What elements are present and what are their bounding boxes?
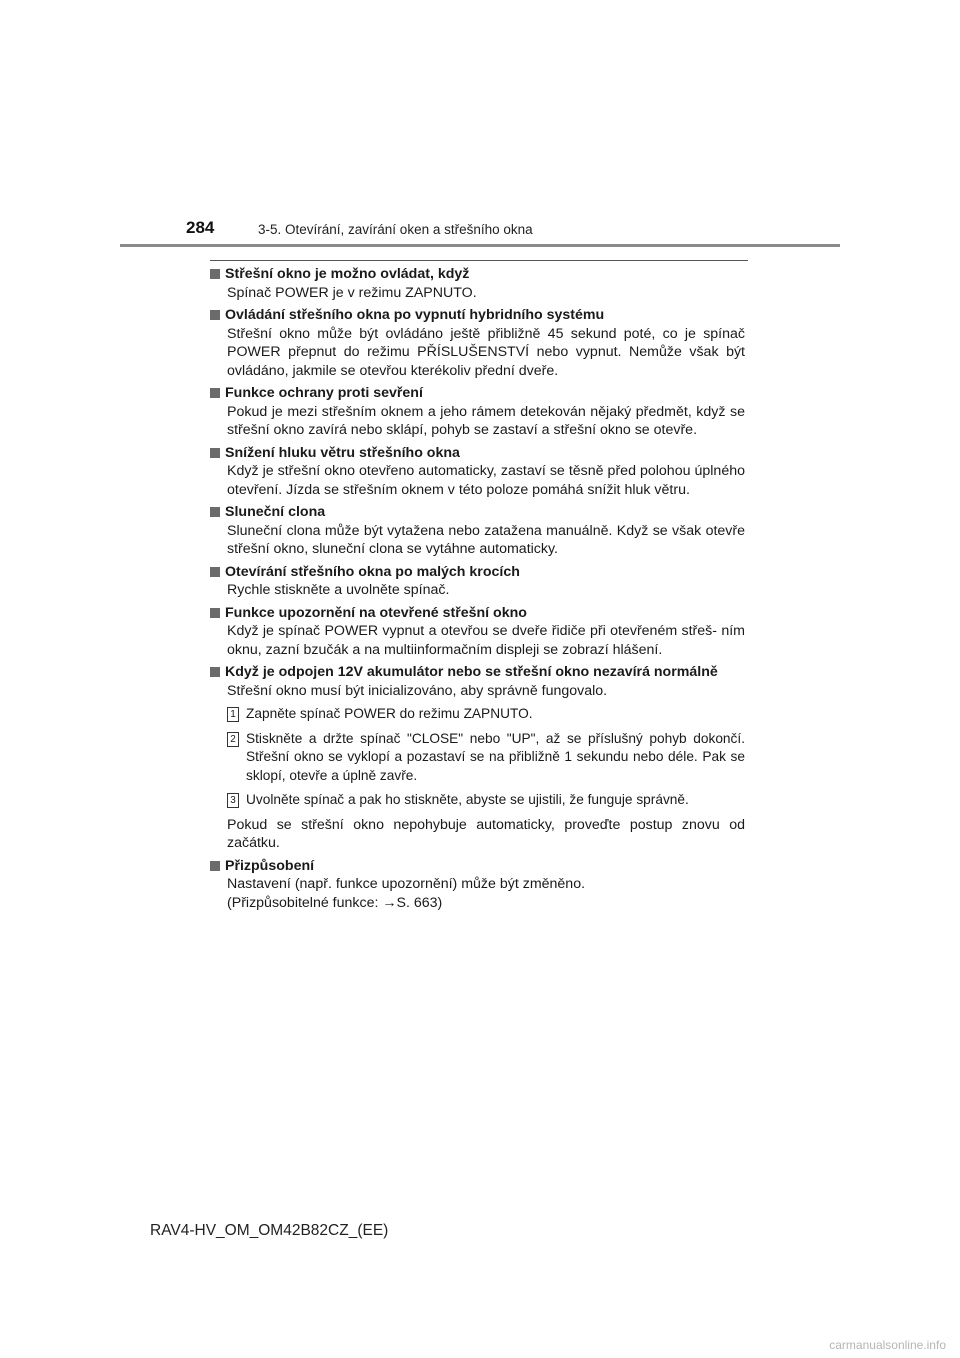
square-bullet-icon — [210, 269, 220, 279]
procedure-step — [227, 705, 745, 724]
info-item — [210, 384, 745, 440]
procedure-step — [227, 730, 745, 786]
item-text: Když je spínač POWER vypnut a otevřou se dveře řidiče při otevřeném střeš- ním oknu, zazní bzučák a na multiinformačním displeji se zobrazí hlášení. — [227, 623, 745, 658]
item-text: Rychle stiskněte a uvolněte spínač. — [227, 582, 450, 598]
procedure-step — [227, 791, 745, 810]
step-number: 1 — [227, 707, 239, 722]
square-bullet-icon — [210, 608, 220, 618]
content-divider — [210, 260, 748, 261]
step-text: Zapněte spínač POWER do režimu ZAPNUTO. — [246, 706, 533, 721]
info-item — [210, 503, 745, 559]
info-item — [210, 857, 745, 913]
item-title: Ovládání střešního okna po vypnutí hybridního systému — [225, 307, 605, 323]
item-text: Pokud se střešní okno nepohybuje automaticky, proveďte postup znovu od začátku. — [227, 816, 745, 851]
item-text: Střešní okno musí být inicializováno, aby správně fungovalo. — [227, 682, 608, 699]
header-divider — [120, 244, 840, 247]
info-item — [210, 604, 745, 660]
info-item — [210, 563, 745, 600]
page-header — [0, 0, 960, 250]
page-number: 284 — [186, 218, 215, 237]
square-bullet-icon — [210, 861, 220, 871]
step-number: 3 — [227, 793, 239, 808]
square-bullet-icon — [210, 448, 220, 458]
item-title: Funkce ochrany proti sevření — [225, 385, 423, 401]
square-bullet-icon — [210, 507, 220, 517]
item-text: Když je střešní okno otevřeno automaticky, zastaví se těsně před polohou úplného otevření. Jízda se střešním oknem v této poloze pomáhá snížit hluk větru. — [227, 463, 745, 498]
item-title: Otevírání střešního okna po malých krocích — [225, 563, 520, 580]
model-code: RAV4-HV_OM_OM42B82CZ_(EE) — [150, 1222, 389, 1239]
page-reference: (Přizpůsobitelné funkce: →S. 663) — [227, 894, 443, 911]
content-body — [210, 265, 745, 916]
square-bullet-icon — [210, 388, 220, 398]
item-text: Nastavení (např. funkce upozornění) může být změněno. — [227, 876, 586, 892]
procedure-steps — [227, 705, 745, 810]
item-text: Spínač POWER je v režimu ZAPNUTO. — [227, 284, 477, 301]
section-title: 3-5. Otevírání, zavírání oken a střešního okna — [258, 222, 533, 237]
item-title: Funkce upozornění na otevřené střešní okno — [225, 604, 527, 621]
info-item — [210, 265, 745, 302]
item-text: Pokud je mezi střešním oknem a jeho rámem detekován nějaký předmět, když se střešní okno zavírá nebo sklápí, pohyb se zastaví a střešní okno se otevře. — [227, 403, 745, 438]
item-title: Snížení hluku větru střešního okna — [225, 444, 460, 461]
step-number: 2 — [227, 732, 239, 747]
square-bullet-icon — [210, 567, 220, 577]
item-text: Střešní okno může být ovládáno ještě přibližně 45 sekund poté, co je spínač POWER přepnut do režimu PŘÍSLUŠENSTVÍ nebo vypnut. Nemůže však být ovládáno, jakmile se otevřou kterékoliv přední dveře. — [227, 325, 745, 379]
battery-info-item — [210, 663, 745, 853]
item-title: Přizpůsobení — [225, 857, 315, 874]
item-title: Střešní okno je možno ovládat, když — [225, 266, 470, 282]
item-text: Sluneční clona může být vytažena nebo zatažena manuálně. Když se však otevře střešní okno, sluneční clona se vytáhne automaticky. — [227, 522, 745, 557]
info-item — [210, 444, 745, 500]
item-title: Když je odpojen 12V akumulátor nebo se střešní okno nezavírá normálně — [225, 664, 718, 680]
square-bullet-icon — [210, 667, 220, 677]
info-item — [210, 306, 745, 380]
item-title: Sluneční clona — [225, 504, 326, 520]
watermark: carmanualsonline.info — [829, 1338, 946, 1352]
step-text: Stiskněte a držte spínač "CLOSE" nebo "UP", až se příslušný pohyb dokončí. Střešní okno se vyklopí a pozastaví se na přibližně 1 sekundu nebo déle. Pak se sklopí, otevře a úplně zavře. — [246, 730, 745, 783]
square-bullet-icon — [210, 310, 220, 320]
step-text: Uvolněte spínač a pak ho stiskněte, abyste se ujistili, že funguje správně. — [246, 792, 689, 807]
